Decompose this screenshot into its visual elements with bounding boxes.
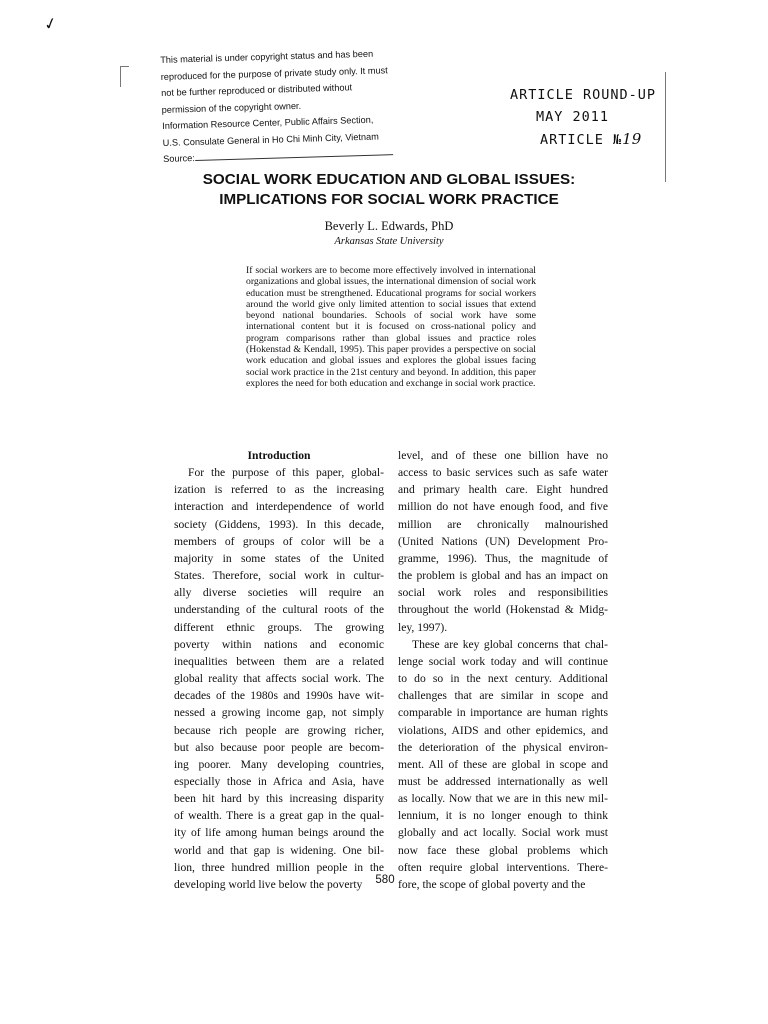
notice-line: reproduced for the purpose of private study only. It must: [160, 64, 388, 82]
body-text-line: world and that gap is widening. One bil-: [174, 843, 384, 857]
body-text-line: poverty within nations and economic: [174, 637, 384, 651]
author-affiliation: Arkansas State University: [334, 236, 444, 247]
notice-line: U.S. Consulate General in Ho Chi Minh City, Vietnam: [162, 131, 379, 148]
body-text-line: social work roles and responsibilities: [398, 586, 608, 600]
scan-edge-left: [120, 66, 129, 87]
body-text-line: and primary health care. Eight hundred: [398, 483, 608, 497]
notice-line: This material is under copyright status and has been: [160, 48, 374, 65]
body-text-line: but also because poor people are becom-: [174, 740, 384, 754]
body-text-line: of wealth. There is a great gap in the qual-: [174, 809, 384, 823]
body-text-line: society (Giddens, 1993). In this decade,: [174, 517, 384, 531]
body-text-line: access to basic services such as safe water: [398, 466, 608, 480]
body-text-line: because rich people are growing richer,: [174, 723, 384, 737]
body-text-line: the deterioration of the physical environ-: [398, 740, 608, 754]
stamp-article-label: ARTICLE №: [540, 132, 623, 148]
article-stamp: [508, 84, 668, 151]
body-column-left: [174, 447, 384, 893]
notice-line: permission of the copyright owner.: [161, 100, 302, 115]
body-text-line: ing poorer. Many developing countries,: [174, 757, 384, 771]
body-text-line: lenge social work today and will continue: [398, 654, 608, 668]
body-text-line: For the purpose of this paper, global-: [188, 466, 384, 480]
body-text-line: decades of the 1980s and 1990s have wit-: [174, 689, 384, 703]
source-label: Source:: [163, 153, 195, 164]
body-text-line: now face these global problems which: [398, 843, 608, 857]
body-text-line: million are chronically malnourished: [398, 517, 608, 531]
body-text-line: ley, 1997).: [398, 620, 448, 634]
stamp-line-1: ARTICLE ROUND-UP: [510, 87, 657, 103]
body-text-line: violations, AIDS and other epidemics, and: [398, 723, 608, 737]
body-text-line: majority in some states of the United: [174, 551, 384, 565]
notice-line: not be further reproduced or distributed without: [161, 82, 353, 98]
body-text-line: often require global interventions. There-: [398, 860, 608, 874]
author-name: Beverly L. Edwards, PhD: [324, 219, 454, 233]
body-text-line: globally and act locally. Social work must: [398, 826, 608, 840]
body-text-line: members of groups of color will be a: [174, 534, 384, 548]
body-text-line: the problem is global and has an impact on: [398, 569, 608, 583]
body-text-line: ity of life among human beings around the: [174, 826, 384, 840]
body-text-line: ment. All of these are global in scope and: [398, 757, 608, 771]
body-text-line: (United Nations (UN) Development Pro-: [398, 534, 608, 548]
body-text-line: interaction and interdependence of world: [174, 500, 384, 514]
body-text-line: States. Therefore, social work in cultur-: [174, 569, 384, 583]
abstract: If social workers are to become more effectively involved in international organizations and global issues, the international dimension of social work education must be strengthened. Educational programs for social workers around the world give only limited attention to social issues that extend beyond national boundaries. Schools of social work have some international content but it is focused on cross-national policy and program comparisons rather than global issues and practice roles (Hokenstad & Kendall, 1995). This paper provides a perspective on social work education and global issues and explores the global issues facing social work practice in the 21st century and beyond. In addition, this paper explores the need for both education and exchange in social work practice.: [246, 265, 536, 389]
article-title: [140, 170, 638, 210]
body-text-line: different ethnic groups. The growing: [174, 620, 384, 634]
body-text-line: comparable in importance are human rights: [398, 706, 608, 720]
check-mark: ✓: [42, 14, 60, 35]
body-text-line: million do not have enough food, and five: [398, 500, 608, 514]
body-text-line: throughout the world (Hokenstad & Midg-: [398, 603, 608, 617]
copyright-notice: [160, 45, 413, 168]
body-text-line: especially those in Africa and Asia, have: [174, 774, 384, 788]
body-text-line: These are key global concerns that chal-: [412, 637, 608, 651]
body-text-line: been hit hard by this increasing disparity: [174, 792, 384, 806]
body-text-line: understanding of the cultural roots of the: [174, 603, 384, 617]
body-text-line: nessed a growing income gap, not simply: [174, 706, 384, 720]
body-text-line: global reality that affects social work. The: [174, 672, 384, 686]
stamp-article-number: 19: [622, 130, 642, 148]
title-line-2: IMPLICATIONS FOR SOCIAL WORK PRACTICE: [219, 191, 559, 208]
body-column-right: [398, 447, 608, 893]
body-text-line: must be addressed internationally as well: [398, 774, 608, 788]
body-text-line: gramme, 1996). Thus, the magnitude of: [398, 551, 608, 565]
stamp-line-2: MAY 2011: [536, 109, 610, 125]
body-text-line: lion, three hundred million people in the: [174, 860, 384, 874]
body-text-line: inequalities between them are a related: [174, 654, 384, 668]
body-text-line: fore, the scope of global poverty and the: [398, 877, 586, 891]
body-text-line: as locally. Now that we are in this new mil-: [398, 792, 608, 806]
notice-line: Information Resource Center, Public Affairs Section,: [162, 114, 374, 131]
title-line-1: SOCIAL WORK EDUCATION AND GLOBAL ISSUES:: [202, 171, 576, 188]
body-text-line: level, and of these one billion have no: [398, 449, 608, 462]
source-underline: [195, 146, 393, 161]
body-text-line: developing world live below the poverty: [174, 877, 363, 891]
stamp-line-3: [508, 128, 668, 151]
body-text-line: ization is referred to as the increasing: [174, 483, 384, 497]
body-text-line: lennium, it is no longer enough to think: [398, 809, 608, 823]
section-heading: Introduction: [247, 449, 311, 462]
body-text-line: to do so in the next century. Additional: [398, 672, 608, 686]
page-number: 580: [375, 874, 395, 886]
body-text-line: ally diverse societies will require an: [174, 586, 384, 600]
body-text-line: challenges that are similar in scope and: [398, 689, 608, 703]
